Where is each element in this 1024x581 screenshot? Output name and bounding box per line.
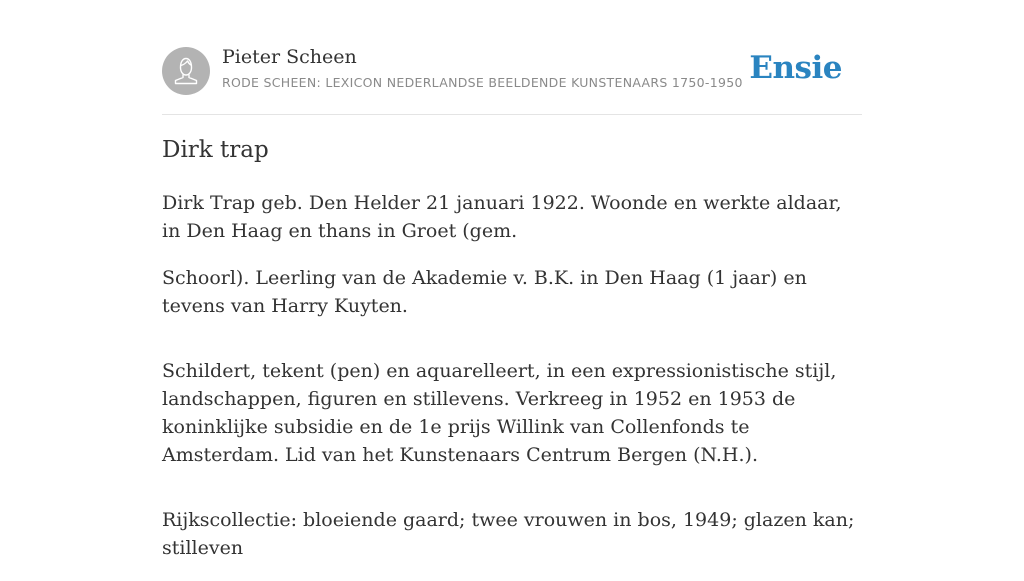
ensie-logo[interactable]: Ensie xyxy=(749,50,842,86)
article-paragraph: Dirk Trap geb. Den Helder 21 januari 1922. Woonde en werkte aldaar, in Den Haag en thans in Groet (gem. xyxy=(162,192,842,242)
user-silhouette-icon xyxy=(162,47,210,95)
article-body xyxy=(162,189,862,581)
author-name-link[interactable]: Pieter Scheen xyxy=(222,46,357,68)
article-title: Dirk trap xyxy=(162,137,269,163)
article-paragraph: Schoorl). Leerling van de Akademie v. B.K. in Den Haag (1 jaar) en tevens van Harry Kuyten. xyxy=(162,267,807,317)
article-header xyxy=(162,44,862,115)
article-paragraph: Schildert, tekent (pen) en aquarelleert, in een expressionistische stijl, landschappen, figuren en stillevens. Verkreeg in 1952 en 1953 de koninklijke subsidie en de 1e prijs Willink van Collenfonds te Amsterdam. Lid van het Kunstenaars Centrum Bergen (N.H.). xyxy=(162,360,837,466)
source-name-link[interactable]: RODE SCHEEN: LEXICON NEDERLANDSE BEELDENDE KUNSTENAARS 1750-1950 xyxy=(222,75,743,90)
author-avatar[interactable] xyxy=(162,47,210,95)
article-paragraph: Rijkscollectie: bloeiende gaard; twee vrouwen in bos, 1949; glazen kan; stilleven xyxy=(162,509,855,559)
